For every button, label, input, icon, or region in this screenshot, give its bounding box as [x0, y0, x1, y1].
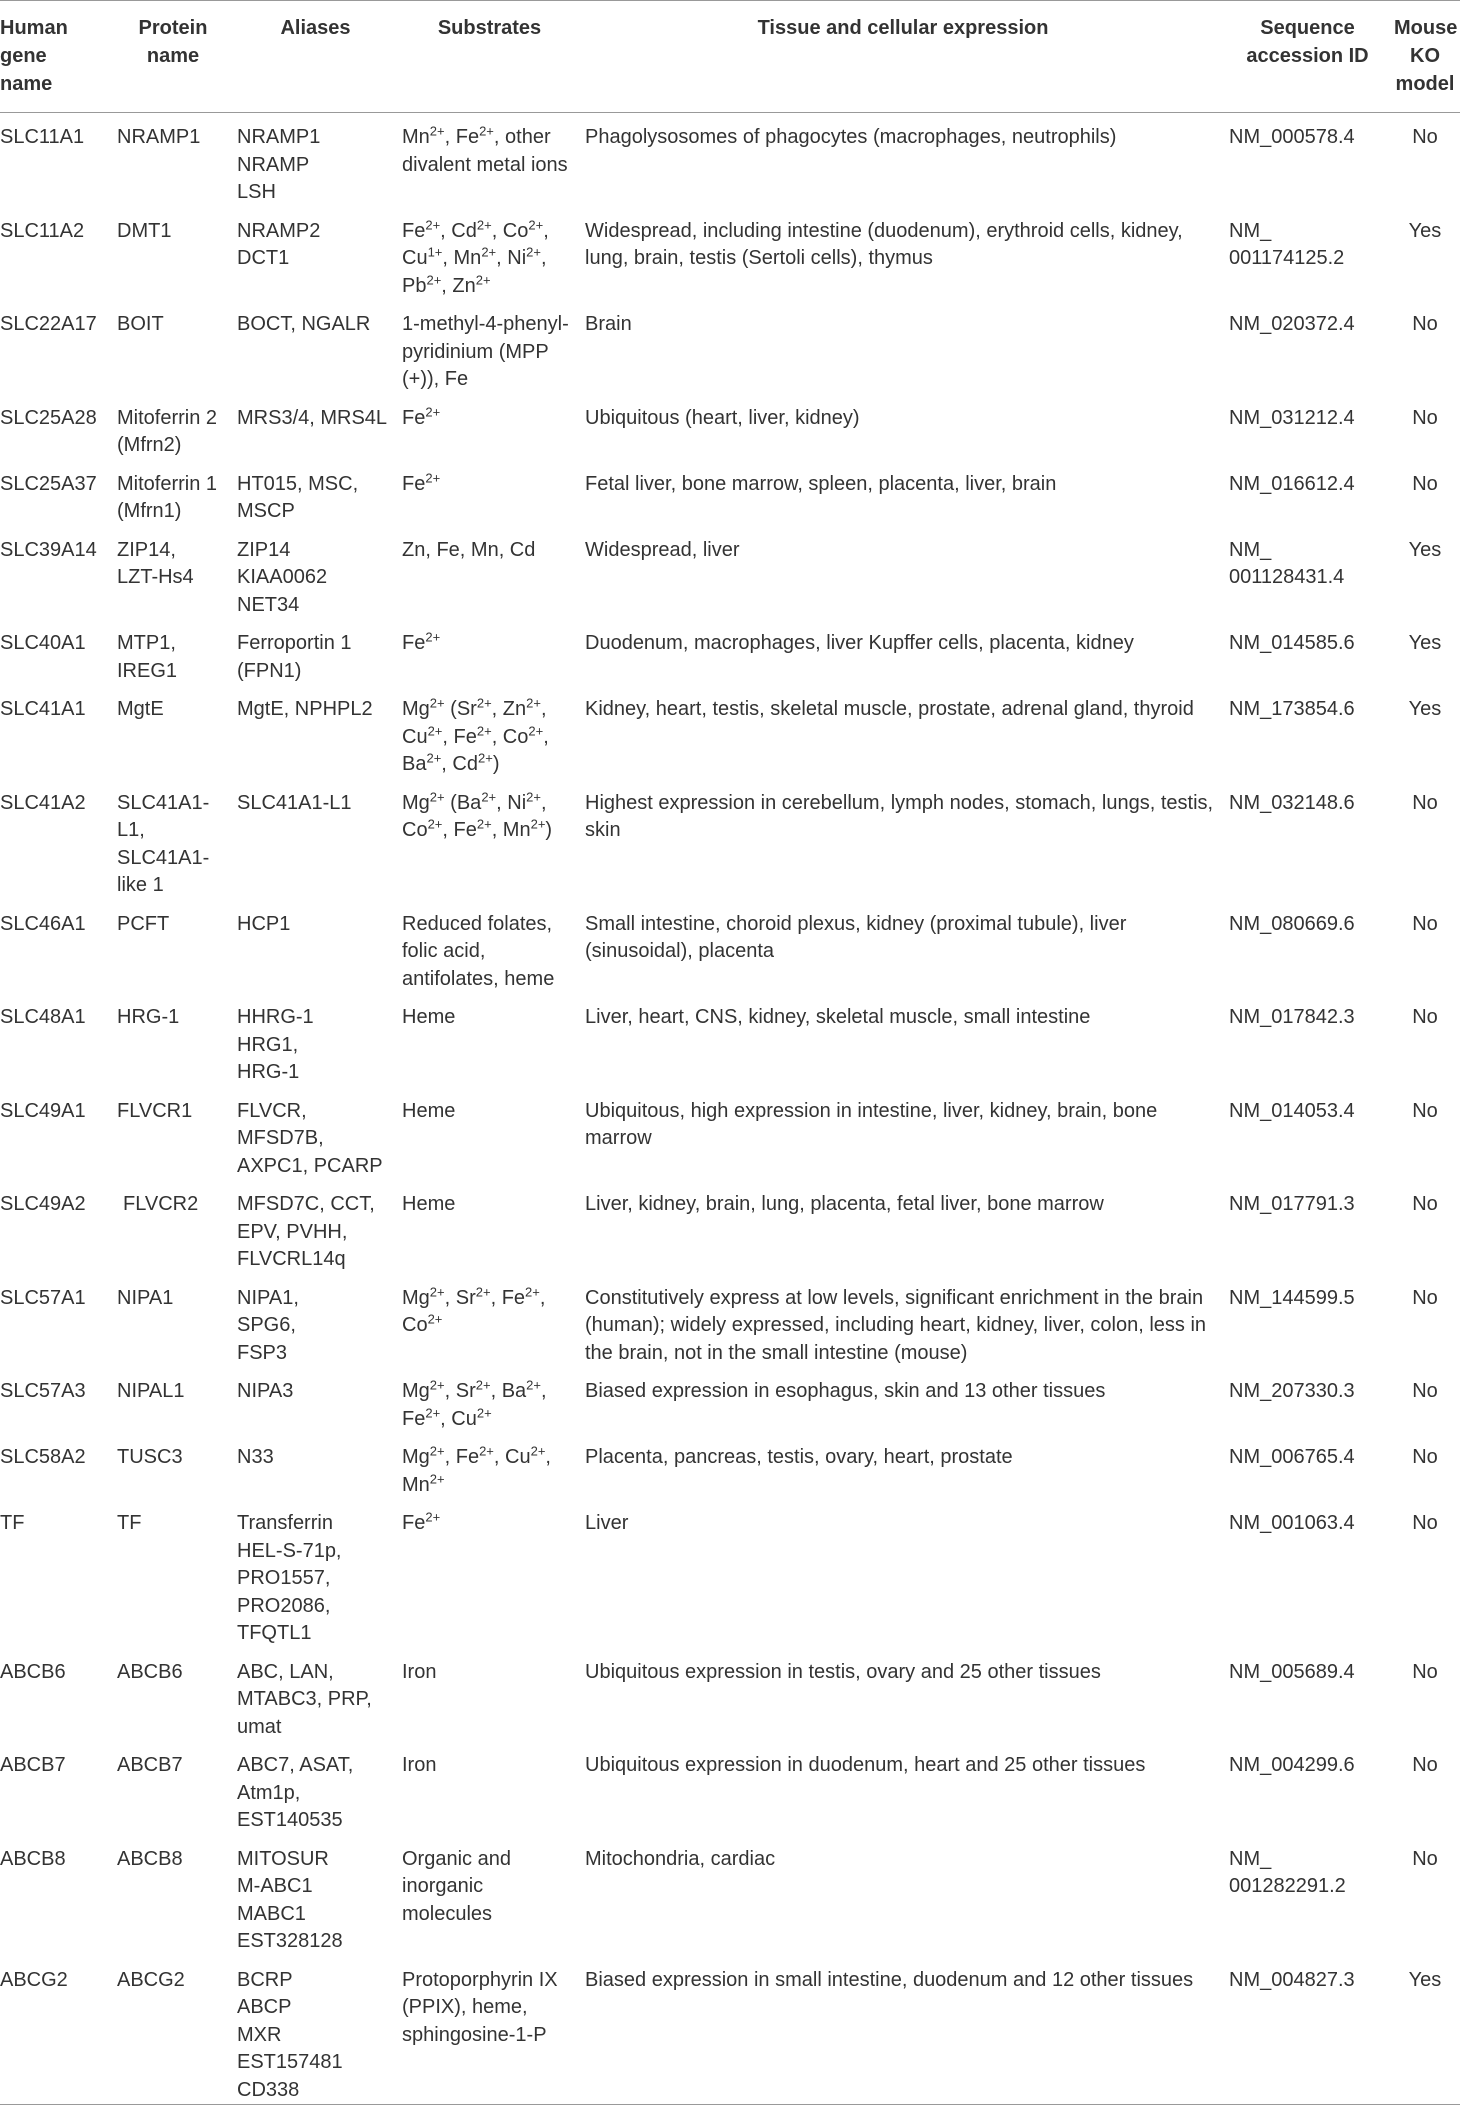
accession-id-cell: NM_ 001282291.2	[1229, 1847, 1346, 1897]
table-row	[0, 1433, 1460, 1499]
table-row	[0, 207, 1460, 301]
aliases-cell: HT015, MSC, MSCP	[237, 472, 359, 522]
accession-id-cell: NM_001063.4	[1229, 1512, 1355, 1534]
substrates-cell: Protoporphyrin IX (PPIX), heme, sphingosine-1-P	[402, 1968, 558, 2046]
protein-name-cell: Mitoferrin 1 (Mfrn1)	[117, 472, 218, 522]
accession-id-cell: NM_080669.6	[1229, 912, 1355, 935]
header-aliases: Aliases	[280, 17, 351, 39]
accession-id-cell: NM_004299.6	[1229, 1754, 1355, 1776]
protein-name-cell: ABCB8	[117, 1847, 183, 1870]
tissue-expression-cell: Placenta, pancreas, testis, ovary, heart, prostate	[585, 1446, 1013, 1468]
aliases-cell: MITOSUR M-ABC1 MABC1 EST328128	[237, 1847, 343, 1952]
header-human-gene-name: Human gene name	[0, 17, 68, 95]
substrates-cell: $Mg^{2+}$, $Sr^{2+}$, $Ba^{2+}$, $Fe^{2+}$, $Cu^{2+}$	[402, 1377, 547, 1430]
table-header	[0, 1, 1460, 113]
gene-name-cell: SLC57A1	[0, 1286, 86, 1309]
table-row	[0, 1180, 1460, 1274]
substrates-cell: $Fe^{2+}$	[402, 629, 441, 654]
mouse-ko-cell: No	[1412, 1754, 1438, 1776]
tissue-expression-cell: Liver, kidney, brain, lung, placenta, fetal liver, bone marrow	[585, 1193, 1104, 1215]
substrates-cell: $Mg^{2+}$, $Sr^{2+}$, $Fe^{2+}$, $Co^{2+}$	[402, 1283, 546, 1336]
protein-name-cell: TUSC3	[117, 1446, 183, 1468]
accession-id-cell: NM_016612.4	[1229, 472, 1355, 495]
substrates-cell: $Fe^{2+}$	[402, 469, 441, 495]
substrates-cell: $Mg^{2+}$, $Fe^{2+}$, $Cu^{2+}$, $Mn^{2+}$	[402, 1443, 551, 1496]
protein-name-cell: FLVCR1	[117, 1099, 193, 1122]
table-row	[0, 1648, 1460, 1742]
protein-name-cell: MTP1, IREG1	[117, 632, 178, 682]
header-row	[0, 1, 1460, 113]
protein-name-cell: ZIP14, LZT-Hs4	[117, 538, 194, 588]
accession-id-cell: NM_017791.3	[1229, 1193, 1355, 1215]
table-row	[0, 993, 1460, 1087]
gene-name-cell: SLC11A2	[0, 219, 85, 242]
gene-name-cell: SLC25A28	[0, 406, 97, 429]
substrates-cell: Heme	[402, 1193, 456, 1215]
protein-name-cell: ABCB6	[117, 1660, 183, 1683]
tissue-expression-cell: Liver, heart, CNS, kidney, skeletal muscle, small intestine	[585, 1006, 1091, 1028]
gene-name-cell: ABCB7	[0, 1754, 66, 1776]
mouse-ko-cell: Yes	[1408, 632, 1442, 654]
protein-name-cell: TF	[117, 1512, 142, 1534]
mouse-ko-cell: No	[1412, 1099, 1438, 1122]
substrates-cell: 1-methyl-4-phenyl-pyridinium (MPP (+)), Fe	[402, 313, 569, 390]
gene-name-cell: ABCB6	[0, 1660, 66, 1683]
tissue-expression-cell: Small intestine, choroid plexus, kidney (proximal tubule), liver (sinusoidal), placenta	[585, 912, 1127, 962]
protein-name-cell: HRG-1	[117, 1006, 180, 1028]
table-row	[0, 460, 1460, 526]
protein-name-cell: BOIT	[117, 313, 164, 335]
protein-name-cell: FLVCR2	[123, 1193, 199, 1215]
table-row	[0, 394, 1460, 460]
tissue-expression-cell: Biased expression in esophagus, skin and 13 other tissues	[585, 1380, 1106, 1402]
gene-name-cell: SLC58A2	[0, 1446, 86, 1468]
tissue-expression-cell: Constitutively express at low levels, significant enrichment in the brain (human); widely expressed, including heart, kidney, liver, colon, less in the brain, not in the small intestine (mouse)	[585, 1286, 1207, 1364]
mouse-ko-cell: No	[1412, 1847, 1438, 1870]
table-row	[0, 1367, 1460, 1433]
aliases-cell: FLVCR, MFSD7B, AXPC1, PCARP	[237, 1099, 383, 1177]
aliases-cell: ABC, LAN, MTABC3, PRP, umat	[237, 1660, 372, 1738]
mouse-ko-cell: No	[1412, 912, 1438, 935]
mouse-ko-cell: No	[1412, 126, 1438, 148]
table-row	[0, 619, 1460, 685]
accession-id-cell: NM_004827.3	[1229, 1968, 1355, 1991]
protein-name-cell: DMT1	[117, 219, 172, 242]
aliases-cell: NRAMP2 DCT1	[237, 219, 321, 269]
gene-name-cell: SLC48A1	[0, 1006, 86, 1028]
tissue-expression-cell: Fetal liver, bone marrow, spleen, placenta, liver, brain	[585, 472, 1057, 495]
aliases-cell: N33	[237, 1446, 274, 1468]
substrates-cell: Iron	[402, 1660, 437, 1683]
tissue-expression-cell: Ubiquitous (heart, liver, kidney)	[585, 406, 860, 429]
mouse-ko-cell: No	[1412, 791, 1438, 814]
accession-id-cell: NM_006765.4	[1229, 1446, 1355, 1468]
aliases-cell: HCP1	[237, 912, 291, 935]
gene-name-cell: SLC25A37	[0, 472, 97, 495]
protein-name-cell: NIPAL1	[117, 1380, 185, 1402]
substrates-cell: $Fe^{2+}$	[402, 403, 441, 429]
aliases-cell: NIPA1, SPG6, FSP3	[237, 1286, 299, 1364]
accession-id-cell: NM_ 001174125.2	[1229, 219, 1345, 269]
gene-name-cell: SLC22A17	[0, 313, 97, 335]
aliases-cell: NRAMP1 NRAMP LSH	[237, 126, 321, 203]
tissue-expression-cell: Highest expression in cerebellum, lymph nodes, stomach, lungs, testis, skin	[585, 791, 1214, 841]
substrates-cell: Reduced folates, folic acid, antifolates, heme	[402, 912, 555, 990]
substrates-cell: Heme	[402, 1006, 456, 1028]
substrates-cell: $Mn^{2+}$, $Fe^{2+}$, other divalent metal ions	[402, 123, 568, 176]
accession-id-cell: NM_207330.3	[1229, 1380, 1355, 1402]
protein-name-cell: ABCB7	[117, 1754, 183, 1776]
gene-name-cell: SLC49A1	[0, 1099, 86, 1122]
gene-name-cell: SLC41A2	[0, 791, 86, 814]
accession-id-cell: NM_014053.4	[1229, 1099, 1355, 1122]
gene-name-cell: TF	[0, 1512, 25, 1534]
gene-name-cell: SLC49A2	[0, 1193, 86, 1215]
mouse-ko-cell: No	[1412, 313, 1438, 335]
substrates-cell: Heme	[402, 1099, 456, 1122]
gene-name-cell: SLC39A14	[0, 538, 97, 561]
header-mouse-ko-model: Mouse KO model	[1394, 17, 1458, 95]
mouse-ko-cell: No	[1412, 1193, 1438, 1215]
table-row	[0, 526, 1460, 620]
tissue-expression-cell: Biased expression in small intestine, duodenum and 12 other tissues	[585, 1968, 1194, 1991]
aliases-cell: ABC7, ASAT, Atm1p, EST140535	[237, 1754, 354, 1831]
accession-id-cell: NM_017842.3	[1229, 1006, 1355, 1028]
accession-id-cell: NM_031212.4	[1229, 406, 1355, 429]
mouse-ko-cell: No	[1412, 406, 1438, 429]
gene-name-cell: SLC11A1	[0, 126, 85, 148]
table-row	[0, 779, 1460, 900]
aliases-cell: Transferrin HEL-S-71p, PRO1557, PRO2086, TFQTL1	[237, 1512, 342, 1644]
substrates-cell: $Fe^{2+}$	[402, 1509, 441, 1534]
mouse-ko-cell: Yes	[1408, 1968, 1442, 1991]
accession-id-cell: NM_ 001128431.4	[1229, 538, 1345, 588]
table-row	[0, 900, 1460, 994]
substrates-cell: Zn, Fe, Mn, Cd	[402, 538, 536, 561]
table-row	[0, 685, 1460, 779]
gene-name-cell: SLC57A3	[0, 1380, 86, 1402]
substrates-cell: Organic and inorganic molecules	[402, 1847, 511, 1925]
protein-name-cell: NIPA1	[117, 1286, 174, 1309]
substrates-cell: $Mg^{2+}$ ($Ba^{2+}$, $Ni^{2+}$, $Co^{2+}$, $Fe^{2+}$, $Mn^{2+}$)	[402, 788, 553, 841]
gene-name-cell: ABCB8	[0, 1847, 66, 1870]
header-substrates: Substrates	[437, 17, 542, 39]
mouse-ko-cell: No	[1412, 1286, 1438, 1309]
accession-id-cell: NM_032148.6	[1229, 791, 1355, 814]
mouse-ko-cell: No	[1412, 472, 1438, 495]
aliases-cell: BOCT, NGALR	[237, 313, 371, 335]
gene-name-cell: SLC40A1	[0, 632, 86, 654]
aliases-cell: SLC41A1-L1	[237, 791, 352, 814]
accession-id-cell: NM_020372.4	[1229, 313, 1355, 335]
tissue-expression-cell: Mitochondria, cardiac	[585, 1847, 776, 1870]
substrates-cell: $Fe^{2+}$, $Cd^{2+}$, $Co^{2+}$, $Cu^{1+}$, $Mn^{2+}$, $Ni^{2+}$, $Pb^{2+}$, $Zn^{2+}$	[402, 216, 549, 297]
table-row	[0, 1956, 1460, 2105]
tissue-expression-cell: Ubiquitous expression in testis, ovary and 25 other tissues	[585, 1660, 1101, 1683]
protein-name-cell: SLC41A1- L1, SLC41A1- like 1	[117, 791, 210, 896]
protein-name-cell: NRAMP1	[117, 126, 201, 148]
header-tissue-expression: Tissue and cellular expression	[757, 17, 1049, 39]
tissue-expression-cell: Phagolysosomes of phagocytes (macrophages, neutrophils)	[585, 126, 1117, 148]
tissue-expression-cell: Brain	[585, 313, 632, 335]
tissue-expression-cell: Liver	[585, 1512, 629, 1534]
tissue-expression-cell: Ubiquitous, high expression in intestine, liver, kidney, brain, bone marrow	[585, 1099, 1158, 1149]
aliases-cell: Ferroportin 1 (FPN1)	[237, 632, 352, 682]
gene-name-cell: SLC46A1	[0, 912, 86, 935]
accession-id-cell: NM_144599.5	[1229, 1286, 1355, 1309]
mouse-ko-cell: No	[1412, 1446, 1438, 1468]
aliases-cell: MgtE, NPHPL2	[237, 698, 373, 720]
accession-id-cell: NM_005689.4	[1229, 1660, 1355, 1683]
tissue-expression-cell: Widespread, liver	[585, 538, 740, 561]
table-row	[0, 300, 1460, 394]
table-row	[0, 1499, 1460, 1648]
mouse-ko-cell: Yes	[1408, 219, 1442, 242]
protein-name-cell: MgtE	[117, 698, 164, 720]
table-row	[0, 113, 1460, 207]
table-row	[0, 1835, 1460, 1956]
accession-id-cell: NM_000578.4	[1229, 126, 1355, 148]
table-row	[0, 1741, 1460, 1835]
protein-name-cell: Mitoferrin 2 (Mfrn2)	[117, 406, 218, 456]
accession-id-cell: NM_173854.6	[1229, 698, 1355, 720]
substrates-cell: Iron	[402, 1754, 437, 1776]
mouse-ko-cell: No	[1412, 1380, 1438, 1402]
aliases-cell: MRS3/4, MRS4L	[237, 406, 388, 429]
aliases-cell: ZIP14 KIAA0062 NET34	[237, 538, 328, 616]
gene-name-cell: ABCG2	[0, 1968, 68, 1991]
protein-name-cell: ABCG2	[117, 1968, 185, 1991]
header-sequence-accession-id: Sequence accession ID	[1246, 17, 1369, 67]
table-row	[0, 1274, 1460, 1368]
mouse-ko-cell: No	[1412, 1660, 1438, 1683]
mouse-ko-cell: No	[1412, 1512, 1438, 1534]
substrates-cell: $Mg^{2+}$ ($Sr^{2+}$, $Zn^{2+}$, $Cu^{2+}$, $Fe^{2+}$, $Co^{2+}$, $Ba^{2+}$, $Cd^{2+}$)	[402, 695, 549, 775]
mouse-ko-cell: Yes	[1408, 538, 1442, 561]
tissue-expression-cell: Widespread, including intestine (duodenum), erythroid cells, kidney, lung, brain, testis (Sertoli cells), thymus	[585, 219, 1183, 269]
protein-name-cell: PCFT	[117, 912, 170, 935]
mouse-ko-cell: Yes	[1408, 698, 1442, 720]
accession-id-cell: NM_014585.6	[1229, 632, 1355, 654]
table-row	[0, 1087, 1460, 1181]
gene-name-cell: SLC41A1	[0, 698, 86, 720]
aliases-cell: BCRP ABCP MXR EST157481 CD338	[237, 1968, 343, 2101]
header-protein-name: Protein name	[138, 17, 208, 67]
tissue-expression-cell: Kidney, heart, testis, skeletal muscle, prostate, adrenal gland, thyroid	[585, 698, 1194, 720]
aliases-cell: HHRG-1 HRG1, HRG-1	[237, 1006, 314, 1083]
table-body	[0, 113, 1460, 2105]
aliases-cell: MFSD7C, CCT, EPV, PVHH, FLVCRL14q	[237, 1193, 375, 1270]
tissue-expression-cell: Ubiquitous expression in duodenum, heart and 25 other tissues	[585, 1754, 1146, 1776]
aliases-cell: NIPA3	[237, 1380, 294, 1402]
tissue-expression-cell: Duodenum, macrophages, liver Kupffer cells, placenta, kidney	[585, 632, 1134, 654]
mouse-ko-cell: No	[1412, 1006, 1438, 1028]
